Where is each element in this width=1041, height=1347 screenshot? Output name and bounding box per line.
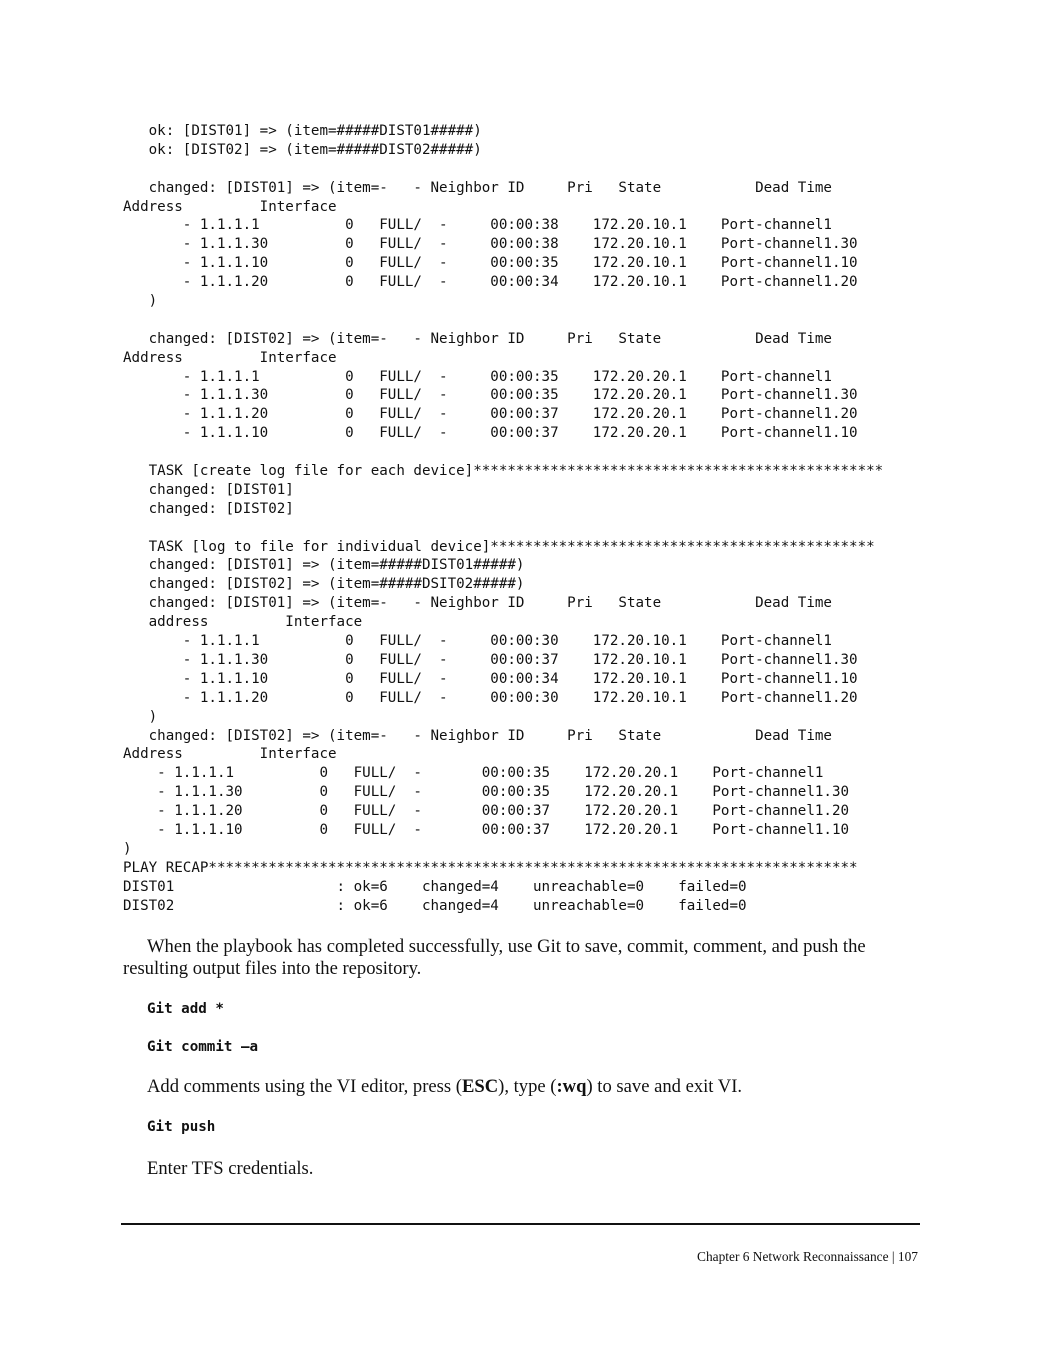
code-line: - 1.1.1.1 0 FULL/ - 00:00:35 172.20.20.1 Port-channel1 <box>123 765 824 782</box>
code-line: - 1.1.1.10 0 FULL/ - 00:00:37 172.20.20.1 Port-channel1.10 <box>123 425 858 442</box>
code-line: - 1.1.1.20 0 FULL/ - 00:00:30 172.20.10.1 Port-channel1.20 <box>123 689 858 706</box>
vi-text-part1: Add comments using the VI editor, press ( <box>147 1076 462 1097</box>
code-line <box>123 443 883 462</box>
code-line: Address Interface <box>123 198 337 215</box>
code-line: Address Interface <box>123 746 337 763</box>
code-line: ok: [DIST02] => (item=#####DIST02#####) <box>123 141 482 158</box>
code-line: changed: [DIST02] => (item=#####DSIT02#####) <box>123 576 525 593</box>
code-line: address Interface <box>123 614 363 631</box>
code-line <box>123 311 883 330</box>
code-line: Address Interface <box>123 349 337 366</box>
code-line: - 1.1.1.10 0 FULL/ - 00:00:37 172.20.20.1 Port-channel1.10 <box>123 821 850 838</box>
paragraph-tfs <box>123 1158 883 1180</box>
code-line: - 1.1.1.30 0 FULL/ - 00:00:37 172.20.10.1 Port-channel1.30 <box>123 651 858 668</box>
code-line: DIST02 : ok=6 changed=4 unreachable=0 failed=0 <box>123 897 747 914</box>
code-line: - 1.1.1.20 0 FULL/ - 00:00:37 172.20.20.1 Port-channel1.20 <box>123 803 850 820</box>
code-line: changed: [DIST02] => (item=- - Neighbor ID Pri State Dead Time <box>123 727 832 744</box>
esc-key: ESC <box>461 1076 499 1097</box>
footer-divider <box>121 1223 920 1225</box>
code-line: TASK [create log file for each device]************************************************ <box>123 463 884 480</box>
git-push-command: Git push <box>147 1119 216 1135</box>
code-line: ) <box>123 840 132 857</box>
git-commit-command: Git commit –a <box>147 1039 259 1055</box>
code-line: ) <box>123 708 158 725</box>
code-line: ) <box>123 293 158 310</box>
code-line: - 1.1.1.1 0 FULL/ - 00:00:35 172.20.20.1 Port-channel1 <box>123 368 832 385</box>
code-line: - 1.1.1.20 0 FULL/ - 00:00:34 172.20.10.1 Port-channel1.20 <box>123 274 858 291</box>
code-line: DIST01 : ok=6 changed=4 unreachable=0 failed=0 <box>123 878 747 895</box>
code-line <box>123 519 883 538</box>
code-line: changed: [DIST01] => (item=- - Neighbor ID Pri State Dead Time <box>123 179 832 196</box>
code-line: - 1.1.1.30 0 FULL/ - 00:00:35 172.20.20.1 Port-channel1.30 <box>123 387 858 404</box>
code-line: changed: [DIST01] => (item=- - Neighbor ID Pri State Dead Time <box>123 595 832 612</box>
code-line: ok: [DIST01] => (item=#####DIST01#####) <box>123 123 482 139</box>
paragraph-vi-instructions <box>123 1076 883 1098</box>
code-line: changed: [DIST01] => (item=#####DIST01#####) <box>123 557 525 574</box>
page-footer: Chapter 6 Network Reconnaissance | 107 <box>697 1249 918 1264</box>
code-line: changed: [DIST02] <box>123 500 294 517</box>
code-line <box>123 160 883 179</box>
code-line: - 1.1.1.1 0 FULL/ - 00:00:30 172.20.10.1 Port-channel1 <box>123 633 832 650</box>
code-line: - 1.1.1.20 0 FULL/ - 00:00:37 172.20.20.1 Port-channel1.20 <box>123 406 858 423</box>
paragraph-git-instructions <box>123 936 883 979</box>
vi-text-part3: ) to save and exit VI. <box>586 1076 743 1097</box>
code-line: - 1.1.1.30 0 FULL/ - 00:00:35 172.20.20.1 Port-channel1.30 <box>123 784 850 801</box>
code-line: - 1.1.1.10 0 FULL/ - 00:00:35 172.20.10.1 Port-channel1.10 <box>123 255 858 272</box>
code-line: changed: [DIST01] <box>123 481 294 498</box>
tfs-text: Enter TFS credentials. <box>147 1158 314 1179</box>
code-line: changed: [DIST02] => (item=- - Neighbor ID Pri State Dead Time <box>123 330 832 347</box>
code-block <box>123 122 883 915</box>
code-line: - 1.1.1.10 0 FULL/ - 00:00:34 172.20.10.1 Port-channel1.10 <box>123 670 858 687</box>
code-line: PLAY RECAP**************************************************************************** <box>123 859 858 876</box>
vi-text-part2: ), type ( <box>498 1076 557 1097</box>
wq-command: :wq <box>556 1076 587 1097</box>
code-line: - 1.1.1.1 0 FULL/ - 00:00:38 172.20.10.1 Port-channel1 <box>123 217 832 234</box>
paragraph-git-text: When the playbook has completed successfully, use Git to save, commit, comment, and push the resulting output files into the repository. <box>123 936 866 979</box>
git-add-command: Git add * <box>147 1001 224 1017</box>
code-line: - 1.1.1.30 0 FULL/ - 00:00:38 172.20.10.1 Port-channel1.30 <box>123 236 858 253</box>
code-line: TASK [log to file for individual device]********************************************* <box>123 538 875 555</box>
